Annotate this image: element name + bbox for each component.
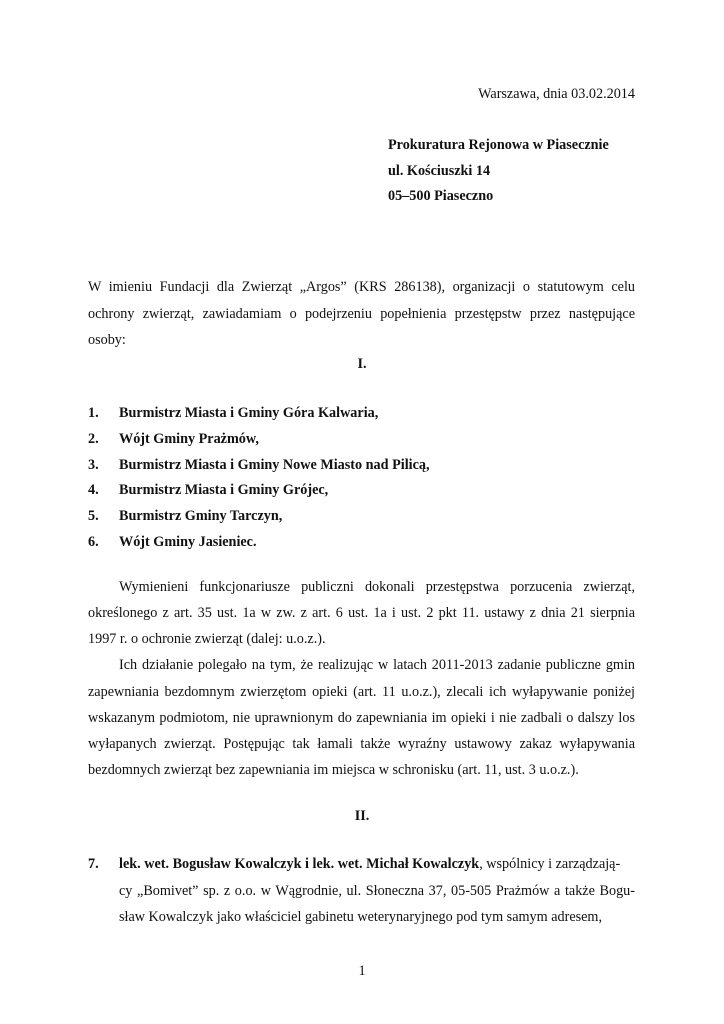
list-item: Burmistrz Miasta i Gminy Góra Kalwaria, <box>119 405 379 421</box>
paragraph-2-line-4: wyłapanych zwierząt. Postępując tak łamali także wyraźny ustawowy zakaz wyłapywania <box>88 736 635 752</box>
list-item-number: 7. <box>88 856 99 872</box>
addressee-line-1: Prokuratura Rejonowa w Piasecznie <box>388 137 609 153</box>
list-item-7-line-1 <box>119 856 620 873</box>
list-item-number: 2. <box>88 431 99 447</box>
intro-line-1: W imieniu Fundacji dla Zwierząt „Argos” (KRS 286138), organizacji o statutowym celu <box>88 279 635 295</box>
list-item: Burmistrz Gminy Tarczyn, <box>119 508 283 524</box>
list-item-7-role: , wspólnicy i zarządzają- <box>479 856 621 872</box>
paragraph-2-line-3: wskazanym podmiotom, nie uprawnionym do zapewniania im opieki i nie zadbali o dalszy los <box>88 710 635 726</box>
document-date: Warszawa, dnia 03.02.2014 <box>478 86 635 102</box>
list-item-number: 1. <box>88 405 99 421</box>
paragraph-1-line-3: 1997 r. o ochronie zwierząt (dalej: u.o.z.). <box>88 631 326 647</box>
intro-line-2: ochrony zwierząt, zawiadamiam o podejrzeniu popełnienia przestępstw przez następujące <box>88 306 635 322</box>
list-item: Wójt Gminy Jasieniec. <box>119 534 257 550</box>
page-number: 1 <box>358 963 366 979</box>
paragraph-2-line-2: zapewniania bezdomnym zwierzętom opieki (art. 11 u.o.z.), zlecali ich wyłapywanie poniżej <box>88 684 635 700</box>
section-1-heading: I. <box>357 356 367 372</box>
addressee-line-2: ul. Kościuszki 14 <box>388 163 491 179</box>
list-item-number: 3. <box>88 457 99 473</box>
intro-line-3: osoby: <box>88 332 126 348</box>
list-item: Burmistrz Miasta i Gminy Nowe Miasto nad Pilicą, <box>119 457 430 473</box>
list-item: Wójt Gminy Prażmów, <box>119 431 259 447</box>
list-item-number: 5. <box>88 508 99 524</box>
paragraph-1-line-1: Wymienieni funkcjonariusze publiczni dokonali przestępstwa porzucenia zwierząt, <box>119 579 635 595</box>
list-item-7-line-3: sław Kowalczyk jako właściciel gabinetu weterynaryjnego pod tym samym adresem, <box>119 909 603 925</box>
addressee-line-3: 05–500 Piaseczno <box>388 188 494 204</box>
section-2-heading: II. <box>354 808 370 824</box>
paragraph-2-line-1: Ich działanie polegało na tym, że realizując w latach 2011-2013 zadanie publiczne gmin <box>119 657 635 673</box>
list-item-7-persons: lek. wet. Bogusław Kowalczyk i lek. wet. Michał Kowalczyk <box>119 856 480 872</box>
list-item-number: 4. <box>88 482 99 498</box>
list-item-number: 6. <box>88 534 99 550</box>
paragraph-2-line-5: bezdomnych zwierząt bez zapewniania im miejsca w schronisku (art. 11, ust. 3 u.o.z.). <box>88 762 579 778</box>
paragraph-1-line-2: określonego z art. 35 ust. 1a w zw. z art. 6 ust. 1a i ust. 2 pkt 11. ustawy z dnia 21 sierpnia <box>88 605 635 621</box>
list-item: Burmistrz Miasta i Gminy Grójec, <box>119 482 329 498</box>
list-item-7-line-2: cy „Bomivet” sp. z o.o. w Wągrodnie, ul. Słoneczna 37, 05-505 Prażmów a także Bogu- <box>119 883 635 899</box>
